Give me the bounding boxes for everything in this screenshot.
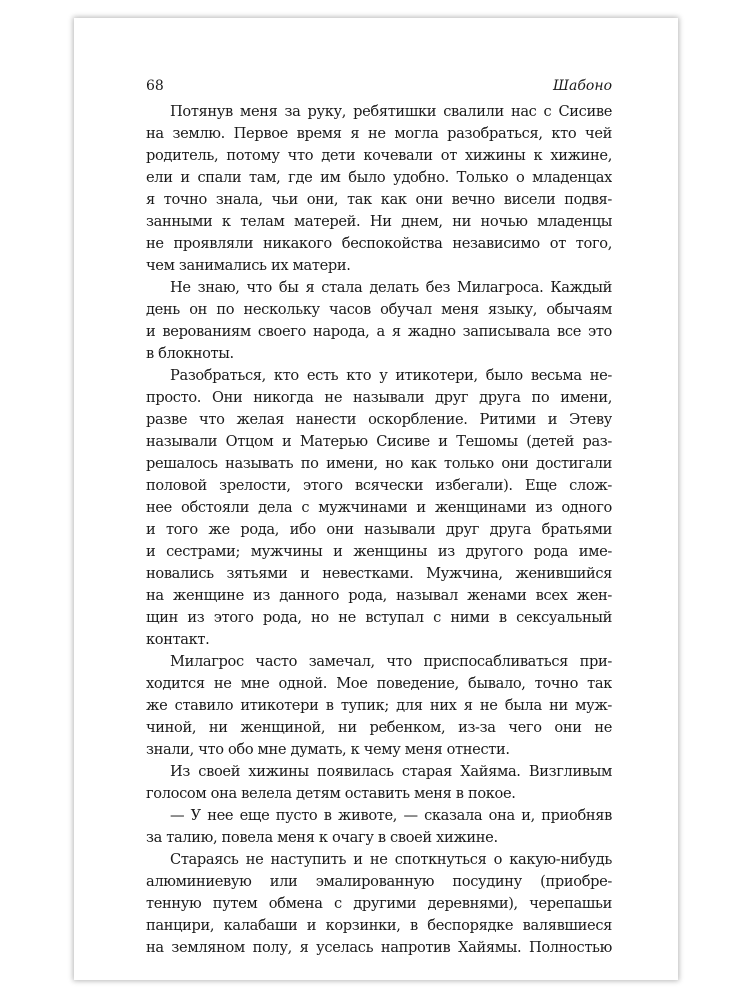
paragraph-7-line-5: на земляном полу, я уселась напротив Хайямы. Полностью bbox=[146, 939, 612, 956]
paragraph-3-line-8: и того же рода, ибо они называли друг друга братьями bbox=[146, 521, 612, 538]
paragraph-7-line-2: алюминиевую или эмалированную посудину (приобре- bbox=[146, 873, 612, 890]
body-text bbox=[146, 101, 612, 959]
paragraph-1-line-3: родитель, потому что дети кочевали от хижины к хижине, bbox=[146, 147, 612, 164]
book-page bbox=[74, 18, 678, 980]
paragraph-1-line-5: я точно знала, чьи они, так как они вечно висели подвя- bbox=[146, 191, 612, 208]
paragraph-3-line-6: половой зрелости, этого всячески избегали). Еще слож- bbox=[146, 477, 612, 494]
paragraph-5-line-1: Из своей хижины появилась старая Хайяма. Визгливым bbox=[170, 763, 612, 780]
paragraph-2-line-2: день он по нескольку часов обучал меня языку, обычаям bbox=[146, 301, 612, 318]
paragraph-1-line-8: чем занимались их матери. bbox=[146, 257, 351, 274]
running-head bbox=[146, 76, 612, 96]
paragraph-3-line-13: контакт. bbox=[146, 631, 210, 648]
paragraph-3-line-4: называли Отцом и Матерью Сисиве и Тешомы (детей раз- bbox=[146, 433, 612, 450]
paragraph-2-line-3: и верованиям своего народа, а я жадно записывала все это bbox=[146, 323, 612, 340]
paragraph-5-line-2: голосом она велела детям оставить меня в покое. bbox=[146, 785, 516, 802]
paragraph-7-line-4: панцири, калабаши и корзинки, в беспорядке валявшиеся bbox=[146, 917, 612, 934]
paragraph-1-line-4: ели и спали там, где им было удобно. Только о младенцах bbox=[146, 169, 612, 186]
paragraph-3-line-2: просто. Они никогда не называли друг друга по имени, bbox=[146, 389, 612, 406]
paragraph-3-line-3: разве что желая нанести оскорбление. Ритими и Этеву bbox=[146, 411, 612, 428]
paragraph-4-line-5: знали, что обо мне думать, к чему меня отнести. bbox=[146, 741, 510, 758]
paragraph-4-line-3: же ставило итикотери в тупик; для них я не была ни муж- bbox=[146, 697, 612, 714]
paragraph-4-line-1: Милагрос часто замечал, что приспосабливаться при- bbox=[170, 653, 612, 670]
running-title: Шабоно bbox=[553, 78, 612, 94]
paragraph-2-line-1: Не знаю, что бы я стала делать без Милагроса. Каждый bbox=[170, 279, 612, 296]
paragraph-3-line-12: щин из этого рода, но не вступал с ними в сексуальный bbox=[146, 609, 612, 626]
paragraph-3-line-5: решалось называть по имени, но как только они достигали bbox=[146, 455, 612, 472]
paragraph-3-line-9: и сестрами; мужчины и женщины из другого рода име- bbox=[146, 543, 612, 560]
paragraph-1-line-6: занными к телам матерей. Ни днем, ни ночью младенцы bbox=[146, 213, 612, 230]
paragraph-4-line-4: чиной, ни женщиной, ни ребенком, из-за чего они не bbox=[146, 719, 612, 736]
paragraph-3-line-1: Разобраться, кто есть кто у итикотери, было весьма не- bbox=[170, 367, 612, 384]
paragraph-3-line-10: новались зятьями и невестками. Мужчина, женившийся bbox=[146, 565, 612, 582]
paragraph-7-line-1: Стараясь не наступить и не споткнуться о какую-нибудь bbox=[170, 851, 612, 868]
paragraph-4-line-2: ходится не мне одной. Мое поведение, бывало, точно так bbox=[146, 675, 612, 692]
paragraph-1-line-2: на землю. Первое время я не могла разобраться, кто чей bbox=[146, 125, 612, 142]
paragraph-6-line-1: — У нее еще пусто в животе, — сказала она и, приобняв bbox=[170, 807, 612, 824]
paragraph-2-line-4: в блокноты. bbox=[146, 345, 234, 362]
paragraph-7-line-3: тенную путем обмена с другими деревнями), черепашьи bbox=[146, 895, 612, 912]
paragraph-6-line-2: за талию, повела меня к очагу в своей хижине. bbox=[146, 829, 498, 846]
paragraph-3-line-11: на женщине из данного рода, называл женами всех жен- bbox=[146, 587, 612, 604]
paragraph-3-line-7: нее обстояли дела с мужчинами и женщинами из одного bbox=[146, 499, 612, 516]
paragraph-1-line-1: Потянув меня за руку, ребятишки свалили нас с Сисиве bbox=[170, 103, 612, 120]
page-number: 68 bbox=[146, 78, 164, 94]
paragraph-1-line-7: не проявляли никакого беспокойства независимо от того, bbox=[146, 235, 612, 252]
